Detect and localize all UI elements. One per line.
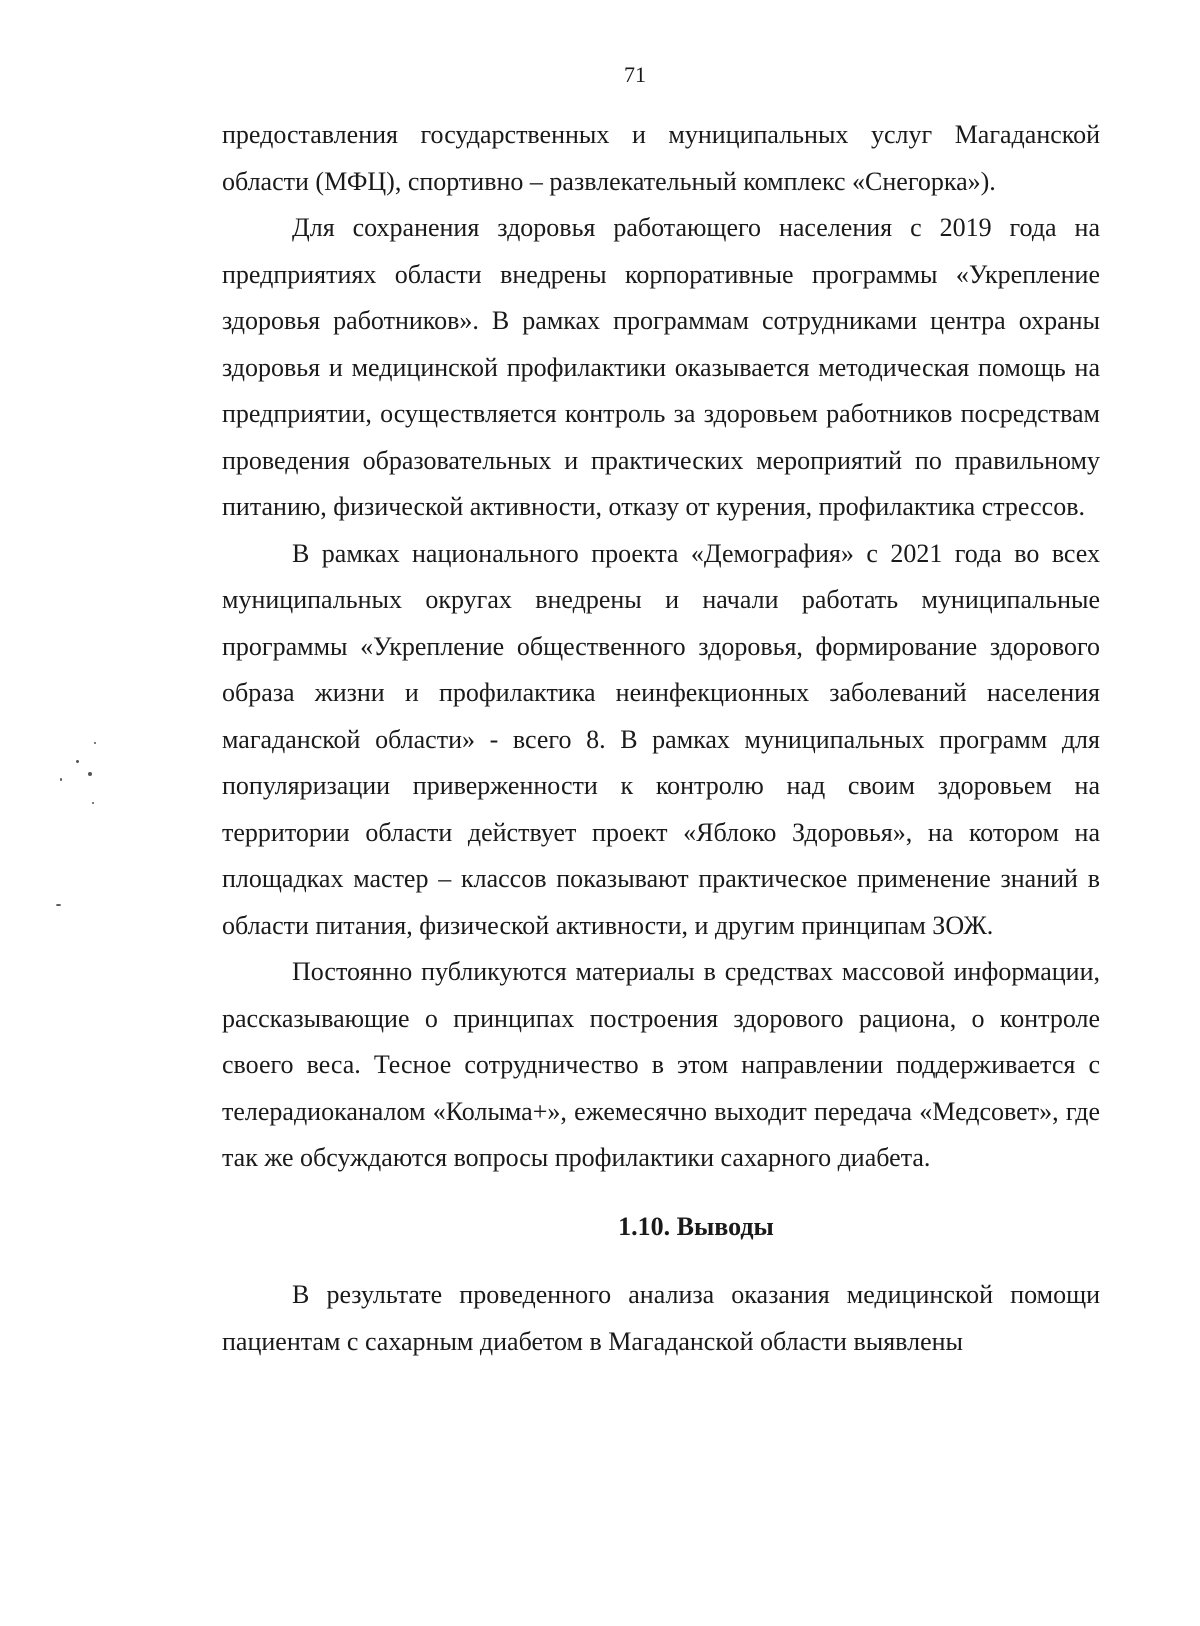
document-body (222, 112, 1100, 1365)
paragraph-conclusions: В результате проведенного анализа оказания медицинской помощи пациентам с сахарным диабетом в Магаданской области выявлены (222, 1280, 1100, 1356)
scan-speck (88, 772, 92, 776)
paragraph-demography-project: В рамках национального проекта «Демография» с 2021 года во всех муниципальных округах внедрены и начали работать муниципальные программы «Укрепление общественного здоровья, формирование здорового образа жизни и профилактика неинфекционных заболеваний населения магаданской области» - всего 8. В рамках муниципальных программ для популяризации приверженности к контролю над своим здоровьем на территории области действует проект «Яблоко Здоровья», на котором на площадках мастер – классов показывают практическое применение знаний в области питания, физической активности, и другим принципам ЗОЖ. (222, 538, 1100, 940)
page-number: 71 (624, 62, 646, 87)
scan-speck (94, 742, 96, 744)
scan-speck (76, 760, 79, 763)
scan-speck (56, 904, 61, 906)
paragraph-corporate-programs: Для сохранения здоровья работающего населения с 2019 года на предприятиях области внедрены корпоративные программы «Укрепление здоровья работников». В рамках программам сотрудниками центра охраны здоровья и медицинской профилактики оказывается методическая помощь на предприятии, осуществляется контроль за здоровьем работников посредствам проведения образовательных и практических мероприятий по правильному питанию, физической активности, отказу от курения, профилактика стрессов. (222, 213, 1100, 521)
paragraph-media: Постоянно публикуются материалы в средствах массовой информации, рассказывающие о принципах построения здорового рациона, о контроле своего веса. Тесное сотрудничество в этом направлении поддерживается с телерадиоканалом «Колыма+», ежемесячно выходит передача «Медсовет», где так же обсуждаются вопросы профилактики сахарного диабета. (222, 957, 1100, 1172)
scan-speck (92, 802, 94, 804)
scan-speck (60, 778, 62, 781)
paragraph-continuation: предоставления государственных и муниципальных услуг Магаданской области (МФЦ), спортивно – развлекательный комплекс «Снегорка»). (222, 120, 1100, 196)
section-heading: 1.10. Выводы (618, 1211, 774, 1241)
